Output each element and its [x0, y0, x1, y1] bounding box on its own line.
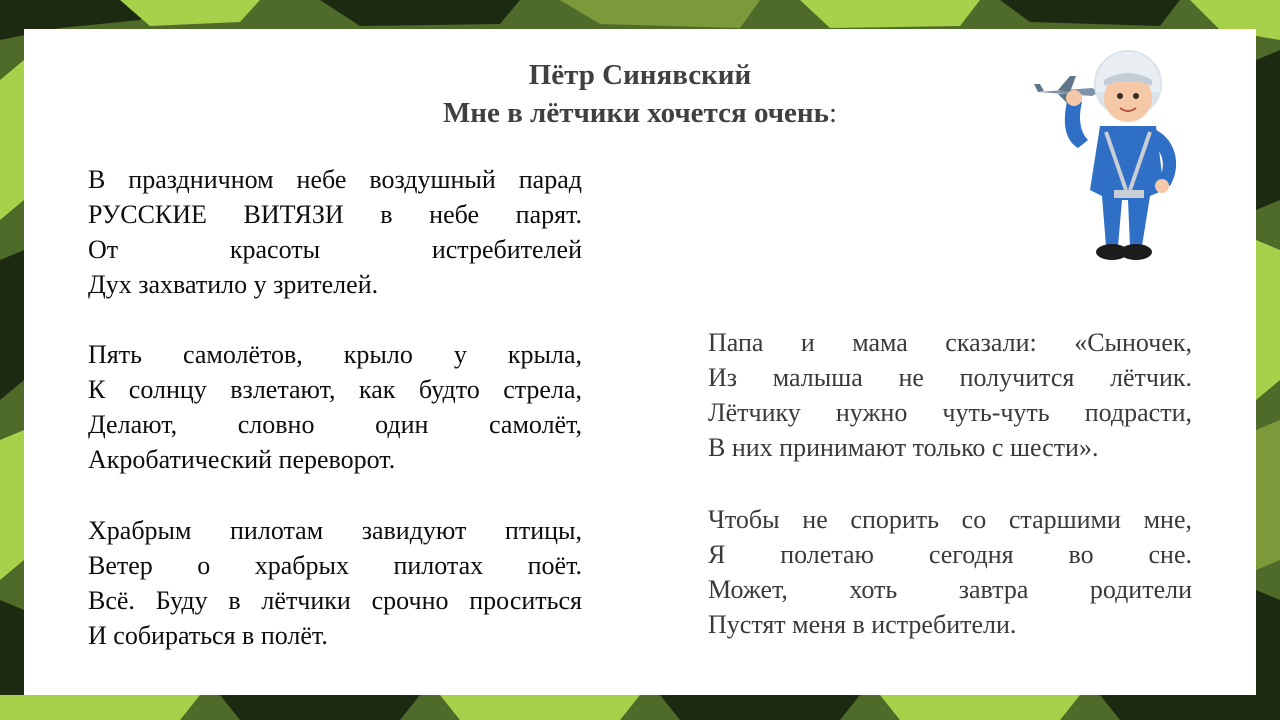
- stanza-left-3: [88, 513, 582, 653]
- poem-title-text: Мне в лётчики хочется очень: [442, 97, 829, 129]
- poem-line: Из малыша не получится лётчик.: [708, 363, 1192, 392]
- poem-line: И собираться в полёт.: [88, 621, 328, 650]
- poem-line: Может, хоть завтра родители: [708, 575, 1192, 604]
- poem-line: От красоты истребителей: [88, 235, 582, 264]
- boy-pilot-illustration: [1030, 40, 1200, 300]
- poem-line: Папа и мама сказали: «Сыночек,: [708, 328, 1192, 357]
- stanza-right-2: [708, 502, 1192, 642]
- poem-line: Дух захватило у зрителей.: [88, 270, 379, 299]
- stanza-right-1: [708, 325, 1192, 465]
- stanza-left-2: [88, 337, 582, 477]
- poem-line: Я полетаю сегодня во сне.: [708, 540, 1192, 569]
- poem-line: Делают, словно один самолёт,: [88, 410, 582, 439]
- poem-line: В них принимают только с шести».: [708, 433, 1099, 462]
- poem-line: РУССКИЕ ВИТЯЗИ в небе парят.: [88, 200, 582, 229]
- poem-line: Чтобы не спорить со старшими мне,: [708, 505, 1192, 534]
- poem-line: Ветер о храбрых пилотах поёт.: [88, 551, 582, 580]
- poem-title-colon: :: [828, 97, 838, 129]
- poem-author: Пётр Синявский: [528, 59, 752, 91]
- poem-line: Пустят меня в истребители.: [708, 610, 1017, 639]
- stanza-left-1: [88, 162, 582, 302]
- poem-line: Пять самолётов, крыло у крыла,: [88, 340, 582, 369]
- poem-line: В праздничном небе воздушный парад: [88, 165, 582, 194]
- poem-line: К солнцу взлетают, как будто стрела,: [88, 375, 582, 404]
- poem-line: Всё. Буду в лётчики срочно проситься: [88, 586, 582, 615]
- poem-line: Лётчику нужно чуть-чуть подрасти,: [708, 398, 1192, 427]
- poem-line: Храбрым пилотам завидуют птицы,: [88, 516, 582, 545]
- poem-line: Акробатический переворот.: [88, 445, 396, 474]
